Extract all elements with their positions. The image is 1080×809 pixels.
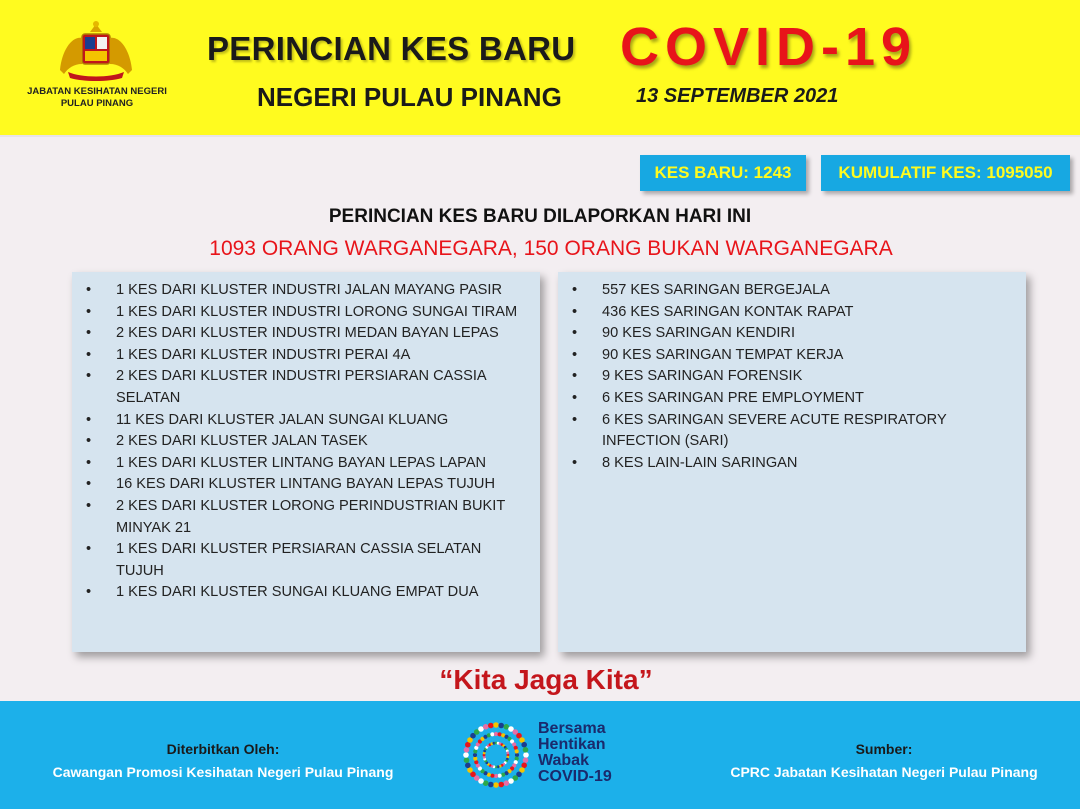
title-line-2: NEGERI PULAU PINANG (257, 82, 562, 112)
burst-dot (498, 732, 502, 736)
burst-dot (473, 757, 477, 761)
cluster-list (84, 280, 530, 604)
new-cases-badge: KES BARU: 1243 (640, 155, 806, 191)
burst-dot (473, 749, 477, 753)
campaign-logo-text (538, 721, 612, 785)
publisher-name: Cawangan Promosi Kesihatan Negeri Pulau Pinang (52, 764, 394, 780)
screening-item: • 557 KES SARINGAN BERGEJALA (570, 280, 1016, 302)
cluster-item: • 16 KES DARI KLUSTER LINTANG BAYAN LEPAS TUJUH (84, 474, 530, 496)
dept-line-2: PULAU PINANG (60, 98, 134, 109)
cluster-item: • 2 KES DARI KLUSTER JALAN TASEK (84, 431, 530, 453)
cluster-item: • 2 KES DARI KLUSTER LORONG PERINDUSTRIAN BUKIT MINYAK 21 (84, 496, 530, 539)
burst-dot (523, 752, 529, 758)
citizenship-breakdown: 1093 ORANG WARGANEGARA, 150 ORANG BUKAN WARGANEGARA (209, 237, 893, 260)
burst-dot (473, 753, 477, 757)
logo-line-3: Wabak (538, 752, 589, 769)
burst-dot (521, 742, 527, 748)
logo-line-1: Bersama (538, 720, 606, 737)
cluster-item: • 1 KES DARI KLUSTER INDUSTRI JALAN MAYANG PASIR (84, 280, 530, 302)
covid-title: COVID-19 (620, 17, 918, 77)
screening-item: • 6 KES SARINGAN PRE EMPLOYMENT (570, 388, 1016, 410)
cluster-item: • 11 KES DARI KLUSTER JALAN SUNGAI KLUANG (84, 410, 530, 432)
burst-dot (498, 774, 502, 778)
burst-dot (498, 782, 504, 788)
motto: “Kita Jaga Kita” (439, 664, 653, 695)
burst-dot (488, 723, 494, 729)
burst-dot (515, 753, 519, 757)
title-line-1: PERINCIAN KES BARU (207, 30, 576, 67)
summary-heading: PERINCIAN KES BARU DILAPORKAN HARI INI (328, 206, 752, 227)
burst-dot (490, 732, 494, 736)
burst-dot (523, 757, 529, 763)
cluster-item: • 2 KES DARI KLUSTER INDUSTRI PERSIARAN CASSIA SELATAN (84, 366, 530, 409)
screening-item: • 90 KES SARINGAN KENDIRI (570, 323, 1016, 345)
burst-dot (494, 732, 498, 736)
footer-banner (0, 701, 1080, 809)
burst-dot (515, 757, 519, 761)
burst-dot (465, 763, 471, 769)
cluster-list-panel (72, 272, 540, 652)
header-banner (0, 0, 1080, 137)
burst-dot (494, 774, 498, 778)
campaign-logo (458, 717, 638, 793)
cluster-item: • 1 KES DARI KLUSTER SUNGAI KLUANG EMPAT DUA (84, 582, 530, 604)
screening-item: • 8 KES LAIN-LAIN SARINGAN (570, 453, 1016, 475)
burst-dot (515, 749, 519, 753)
burst-dot (493, 722, 499, 728)
report-date: 13 SEPTEMBER 2021 (636, 85, 839, 107)
burst-dot (498, 723, 504, 729)
burst-dot (490, 774, 494, 778)
cluster-item: • 1 KES DARI KLUSTER LINTANG BAYAN LEPAS LAPAN (84, 453, 530, 475)
burst-dot (488, 782, 494, 788)
burst-dot (483, 724, 489, 730)
dept-line-1: JABATAN KESIHATAN NEGERI (27, 86, 167, 97)
cluster-item: • 2 KES DARI KLUSTER INDUSTRI MEDAN BAYAN LEPAS (84, 323, 530, 345)
screening-item: • 90 KES SARINGAN TEMPAT KERJA (570, 345, 1016, 367)
screening-list-panel (558, 272, 1026, 652)
burst-dot (464, 757, 470, 763)
logo-line-2: Hentikan (538, 736, 606, 753)
logo-line-4: COVID-19 (538, 768, 612, 785)
burst-dot (523, 747, 529, 753)
burst-dot (474, 760, 478, 764)
screening-item: • 6 KES SARINGAN SEVERE ACUTE RESPIRATORY INFECTION (SARI) (570, 410, 1016, 453)
screening-item: • 436 KES SARINGAN KONTAK RAPAT (570, 302, 1016, 324)
burst-dot (514, 746, 518, 750)
burst-dot (501, 773, 505, 777)
burst-dot (464, 747, 470, 753)
cluster-item: • 1 KES DARI KLUSTER PERSIARAN CASSIA SELATAN TUJUH (84, 539, 530, 582)
department-name (8, 86, 186, 110)
screening-list (570, 280, 1016, 474)
cluster-item: • 1 KES DARI KLUSTER INDUSTRI LORONG SUNGAI TIRAM (84, 302, 530, 324)
screening-item: • 9 KES SARINGAN FORENSIK (570, 366, 1016, 388)
burst-dot (487, 733, 491, 737)
coat-of-arms-icon (52, 20, 140, 82)
source-label: Sumber: (855, 741, 913, 757)
source-name: CPRC Jabatan Kesihatan Negeri Pulau Pinang (730, 764, 1038, 780)
cluster-item: • 1 KES DARI KLUSTER INDUSTRI PERAI 4A (84, 345, 530, 367)
burst-dot (463, 752, 469, 758)
cumulative-cases-badge: KUMULATIF KES: 1095050 (821, 155, 1070, 191)
burst-dot (506, 752, 509, 755)
publisher-label: Diterbitkan Oleh: (166, 741, 280, 757)
burst-dot (504, 780, 510, 786)
burst-icon (458, 717, 534, 793)
burst-dot (493, 782, 499, 788)
